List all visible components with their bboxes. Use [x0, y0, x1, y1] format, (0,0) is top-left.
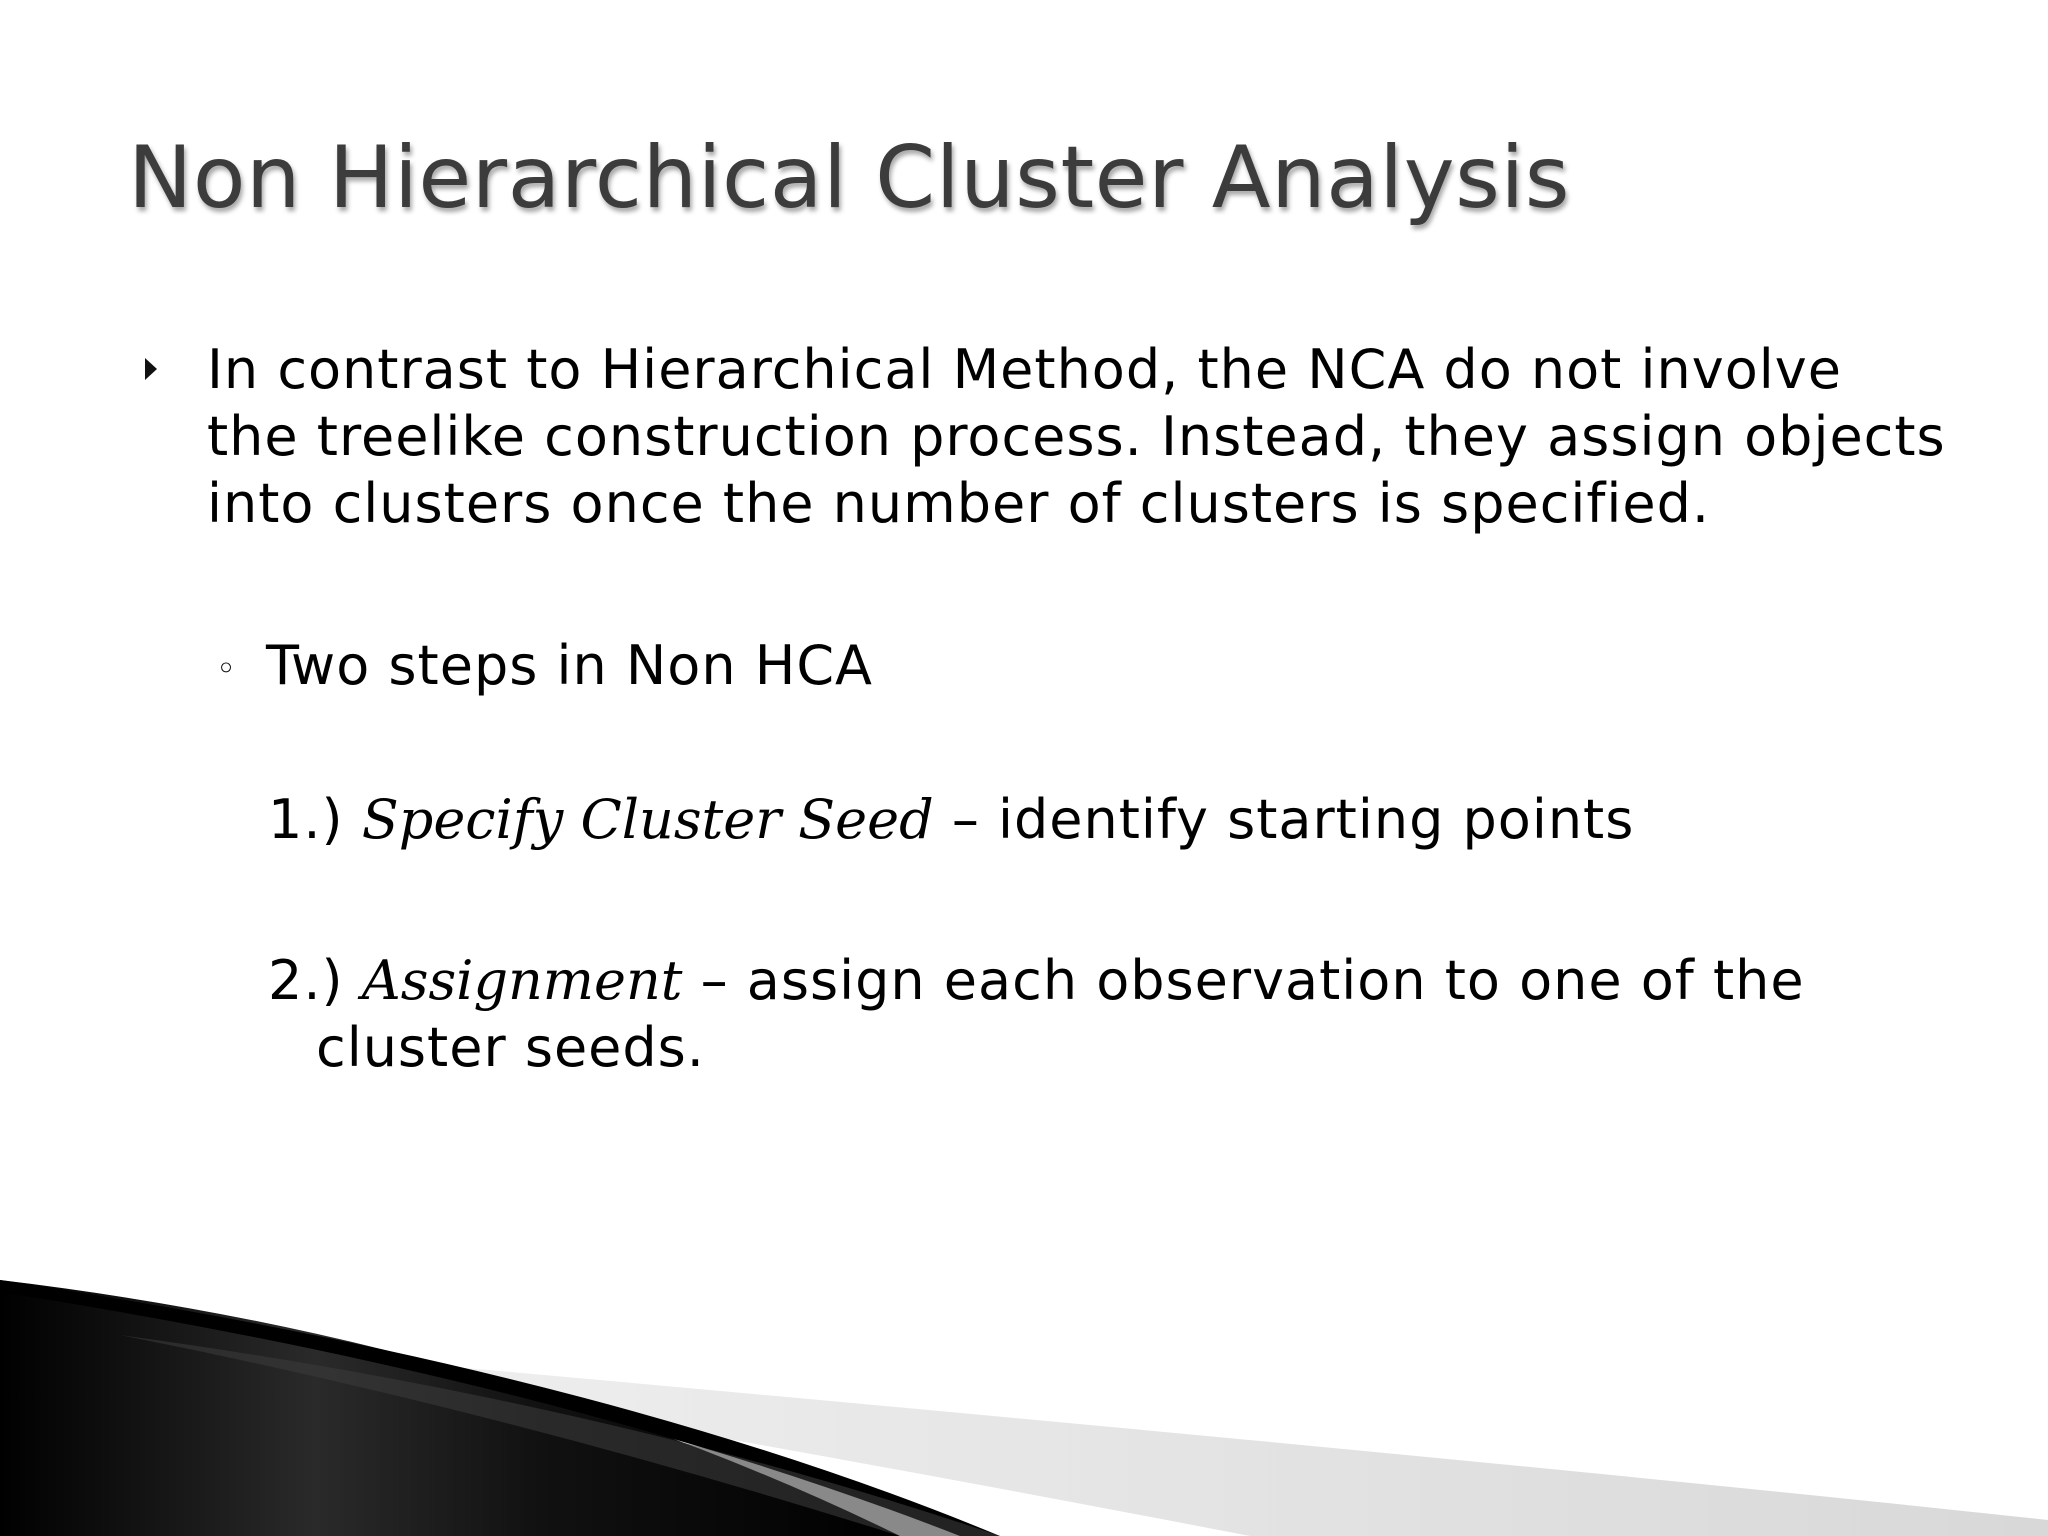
step-term: Specify Cluster Seed [361, 788, 934, 851]
main-bullet-text: In contrast to Hierarchical Method, the NCA do not involve the treelike construction process. Instead, they assign objects into clusters once the number of clusters is specified. [207, 338, 1946, 535]
step-number: 1.) [268, 788, 344, 851]
step-description-continuation: cluster seeds. [316, 1016, 705, 1079]
step-description: – identify starting points [933, 788, 1635, 851]
triangle-bullet-icon [145, 358, 157, 380]
sub-bullet-text: Two steps in Non HCA [266, 634, 873, 697]
step-item-2 [268, 947, 1828, 1081]
decorative-swoosh [0, 1280, 2048, 1536]
step-term: Assignment [361, 949, 683, 1012]
circle-bullet-icon: ◦ [216, 648, 238, 689]
step-number: 2.) [268, 949, 344, 1012]
slide-title: Non Hierarchical Cluster Analysis [128, 128, 1571, 228]
sub-bullet [216, 632, 873, 703]
step-item-1 [268, 786, 1634, 853]
step-description: – assign each observation to one of the [682, 949, 1805, 1012]
